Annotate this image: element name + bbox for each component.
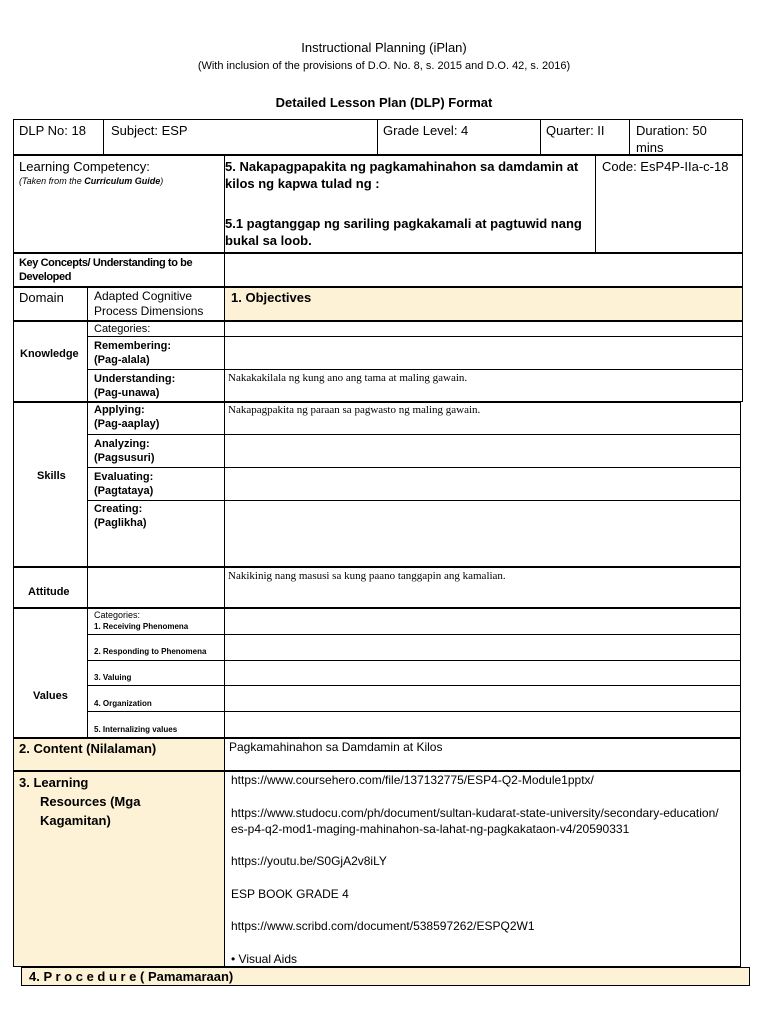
value-item: 5. Internalizing values	[94, 725, 178, 734]
value-item: 4. Organization	[94, 699, 152, 708]
content-label: 2. Content (Nilalaman)	[19, 741, 157, 756]
analyzing-label: Analyzing: (Pagsusuri)	[94, 438, 155, 464]
resource-link[interactable]: https://www.coursehero.com/file/137132775/ESP4-Q2-Module1pptx/	[231, 773, 594, 787]
resources-label: 3. Learning Resources (Mga Kagamitan)	[19, 775, 141, 828]
competency-note: (Taken from the Curriculum Guide)	[19, 176, 164, 186]
value-item: 3. Valuing	[94, 673, 132, 682]
duration	[636, 122, 707, 156]
applying-label: Applying: (Pag-aaplay)	[94, 404, 160, 430]
duration-value: Duration: 50	[636, 123, 707, 138]
competency-subtext: 5.1 pagtanggap ng sariling pagkakamali at pagtuwid nang bukal sa loob.	[225, 216, 582, 248]
document-subtitle: (With inclusion of the provisions of D.O. No. 8, s. 2015 and D.O. 42, s. 2016)	[197, 60, 571, 72]
resource-link[interactable]: https://www.scribd.com/document/538597262/ESPQ2W1	[231, 919, 535, 933]
competency-label: Learning Competency:	[19, 159, 150, 174]
domain-header: Domain	[19, 290, 64, 305]
resource-link[interactable]: https://www.studocu.com/ph/document/sultan-kudarat-state-university/secondary-education/es-p4-q2-mod1-maging-mahinahon-sa-lahat-ng-pagkakataon-v4/20590331	[231, 806, 719, 836]
document-title: Instructional Planning (iPlan)	[301, 40, 467, 55]
grade-level: Grade Level: 4	[383, 123, 469, 138]
knowledge-label: Knowledge	[20, 348, 79, 360]
knowledge-categories: Categories:	[94, 323, 151, 335]
duration-unit: mins	[636, 140, 664, 155]
dlp-number: DLP No: 18	[19, 123, 86, 138]
creating-label: Creating: (Paglikha)	[94, 503, 147, 529]
value-item: 1. Receiving Phenomena	[94, 622, 189, 631]
key-concepts-label: Key Concepts/ Understanding to be Developed	[19, 257, 193, 283]
remembering-label: Remembering: (Pag-alala)	[94, 340, 172, 366]
values-label: Values	[33, 690, 68, 702]
format-title: Detailed Lesson Plan (DLP) Format	[275, 95, 493, 110]
value-item: 2. Responding to Phenomena	[94, 647, 207, 656]
subject: Subject: ESP	[111, 123, 188, 138]
values-categories: Categories:	[94, 610, 141, 620]
understanding-objective: Nakakakilala ng kung ano ang tama at maling gawain.	[228, 372, 468, 384]
understanding-label: Understanding: (Pag-unawa)	[94, 373, 176, 399]
quarter: Quarter: II	[546, 123, 605, 138]
resource-text: ESP BOOK GRADE 4	[231, 887, 349, 901]
skills-label: Skills	[37, 470, 66, 482]
content-value: Pagkamahinahon sa Damdamin at Kilos	[229, 740, 443, 754]
objectives-header: 1. Objectives	[231, 290, 312, 305]
resource-text: • Visual Aids	[231, 952, 298, 966]
applying-objective: Nakapagpakita ng paraan sa pagwasto ng maling gawain.	[228, 404, 481, 416]
competency-code: Code: EsP4P-IIa-c-18	[602, 159, 729, 174]
procedure-label: 4. P r o c e d u r e ( Pamamaraan)	[29, 969, 234, 984]
evaluating-label: Evaluating: (Pagtataya)	[94, 471, 154, 497]
attitude-label: Attitude	[28, 586, 70, 598]
resource-link[interactable]: https://youtu.be/S0GjA2v8iLY	[231, 854, 387, 868]
attitude-objective: Nakikinig nang masusi sa kung paano tanggapin ang kamalian.	[228, 570, 506, 582]
dimensions-header: Adapted Cognitive Process Dimensions	[94, 289, 204, 318]
competency-text: 5. Nakapagpapakita ng pagkamahinahon sa damdamin at kilos ng kapwa tulad ng :	[225, 159, 579, 191]
